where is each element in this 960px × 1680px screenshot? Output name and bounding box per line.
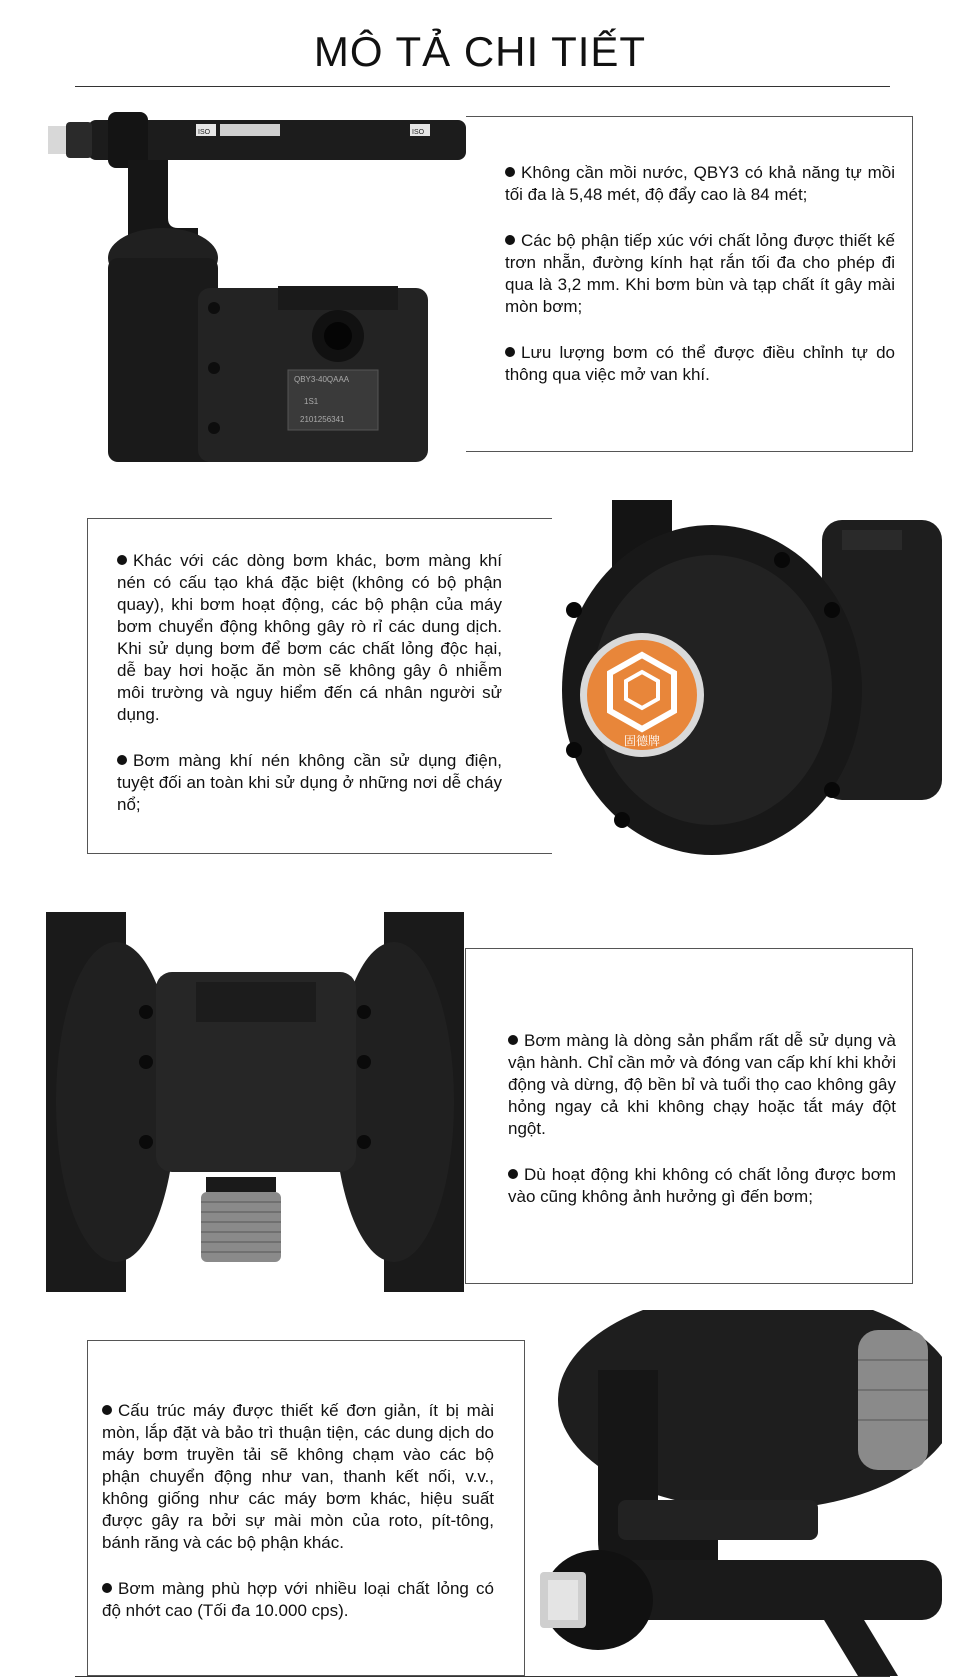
bullet-icon — [102, 1405, 112, 1415]
bottom-divider — [75, 1676, 890, 1677]
section-3-photo-pump-side — [46, 912, 464, 1292]
bullet-icon — [508, 1035, 518, 1045]
section-4-photo-pump-bottom — [528, 1310, 942, 1676]
nameplate-model: QBY3-40QAAA — [294, 375, 350, 384]
section-4-text — [102, 1400, 494, 1622]
bullet-icon — [508, 1169, 518, 1179]
page-title: MÔ TẢ CHI TIẾT — [313, 28, 647, 75]
section-1-paragraph-2: Các bộ phận tiếp xúc với chất lỏng được thiết kế trơn nhẵn, đường kính hạt rắn tối đa cho phép đi qua là 3,2 mm. Khi bơm bùn và tạp chất ít gây mài mòn bơm; — [505, 231, 895, 316]
section-3-paragraph-2: Dù hoạt động khi không có chất lỏng được bơm vào cũng không ảnh hưởng gì đến bơm; — [508, 1165, 896, 1206]
logo-text: 固德牌 — [624, 734, 661, 748]
bullet-icon — [102, 1583, 112, 1593]
iso-badge-1: ISO — [198, 129, 211, 136]
nameplate-code: 1S1 — [304, 397, 319, 406]
bullet-icon — [505, 347, 515, 357]
section-3-text — [508, 1030, 896, 1208]
bullet-icon — [505, 167, 515, 177]
section-1-photo-pump-top — [48, 108, 466, 462]
section-4-paragraph-1: Cấu trúc máy được thiết kế đơn giản, ít bị mài mòn, lắp đặt và bảo trì thuận tiện, các dung dịch do máy bơm truyền tải sẽ không chạm vào các bộ phận chuyển động như van, thanh kết nối, v.v., không giống như các máy bơm khác, hiệu suất được gây ra bởi sự mài mòn của roto, pít-tông, bánh răng và các bộ phận khác. — [102, 1401, 494, 1552]
section-3-paragraph-1: Bơm màng là dòng sản phẩm rất dễ sử dụng và vận hành. Chỉ cần mở và đóng van cấp khí khi khởi động và dừng, độ bền bỉ và tuổi thọ cao không gây hỏng ngay cả khi không chạy hoặc tắt máy đột ngột. — [508, 1031, 897, 1138]
section-2-paragraph-1: Khác với các dòng bơm khác, bơm màng khí nén có cấu tạo khá đặc biệt (không có bộ phận quay), khi bơm hoạt động, các bộ phận của máy bơm chuyển động không gây rò rỉ các dung dịch. Khi sử dụng bơm để bơm các chất lỏng độc hại, dễ bay hơi hoặc ăn mòn sẽ không gây ô nhiễm môi trường và nguy hiểm đến cá nhân người sử dụng. — [117, 551, 502, 724]
section-4-paragraph-2: Bơm màng phù hợp với nhiều loại chất lỏng có độ nhớt cao (Tối đa 10.000 cps). — [102, 1579, 494, 1620]
section-1-paragraph-1: Không cần mồi nước, QBY3 có khả năng tự mồi tối đa là 5,48 mét, độ đẩy cao là 84 mét; — [505, 163, 895, 204]
title-divider — [75, 86, 890, 87]
nameplate-serial: 2101256341 — [300, 415, 345, 424]
section-1-text — [505, 162, 895, 386]
iso-badge-2: ISO — [412, 129, 425, 136]
bullet-icon — [117, 755, 127, 765]
section-1-paragraph-3: Lưu lượng bơm có thể được điều chỉnh tự do thông qua việc mở van khí. — [505, 343, 895, 384]
section-2-photo-pump-front — [552, 500, 942, 866]
bullet-icon — [117, 555, 127, 565]
section-2-text — [117, 550, 502, 816]
bullet-icon — [505, 235, 515, 245]
section-2-paragraph-2: Bơm màng khí nén không cần sử dụng điện, tuyệt đối an toàn khi sử dụng ở những nơi dễ cháy nổ; — [117, 751, 502, 814]
